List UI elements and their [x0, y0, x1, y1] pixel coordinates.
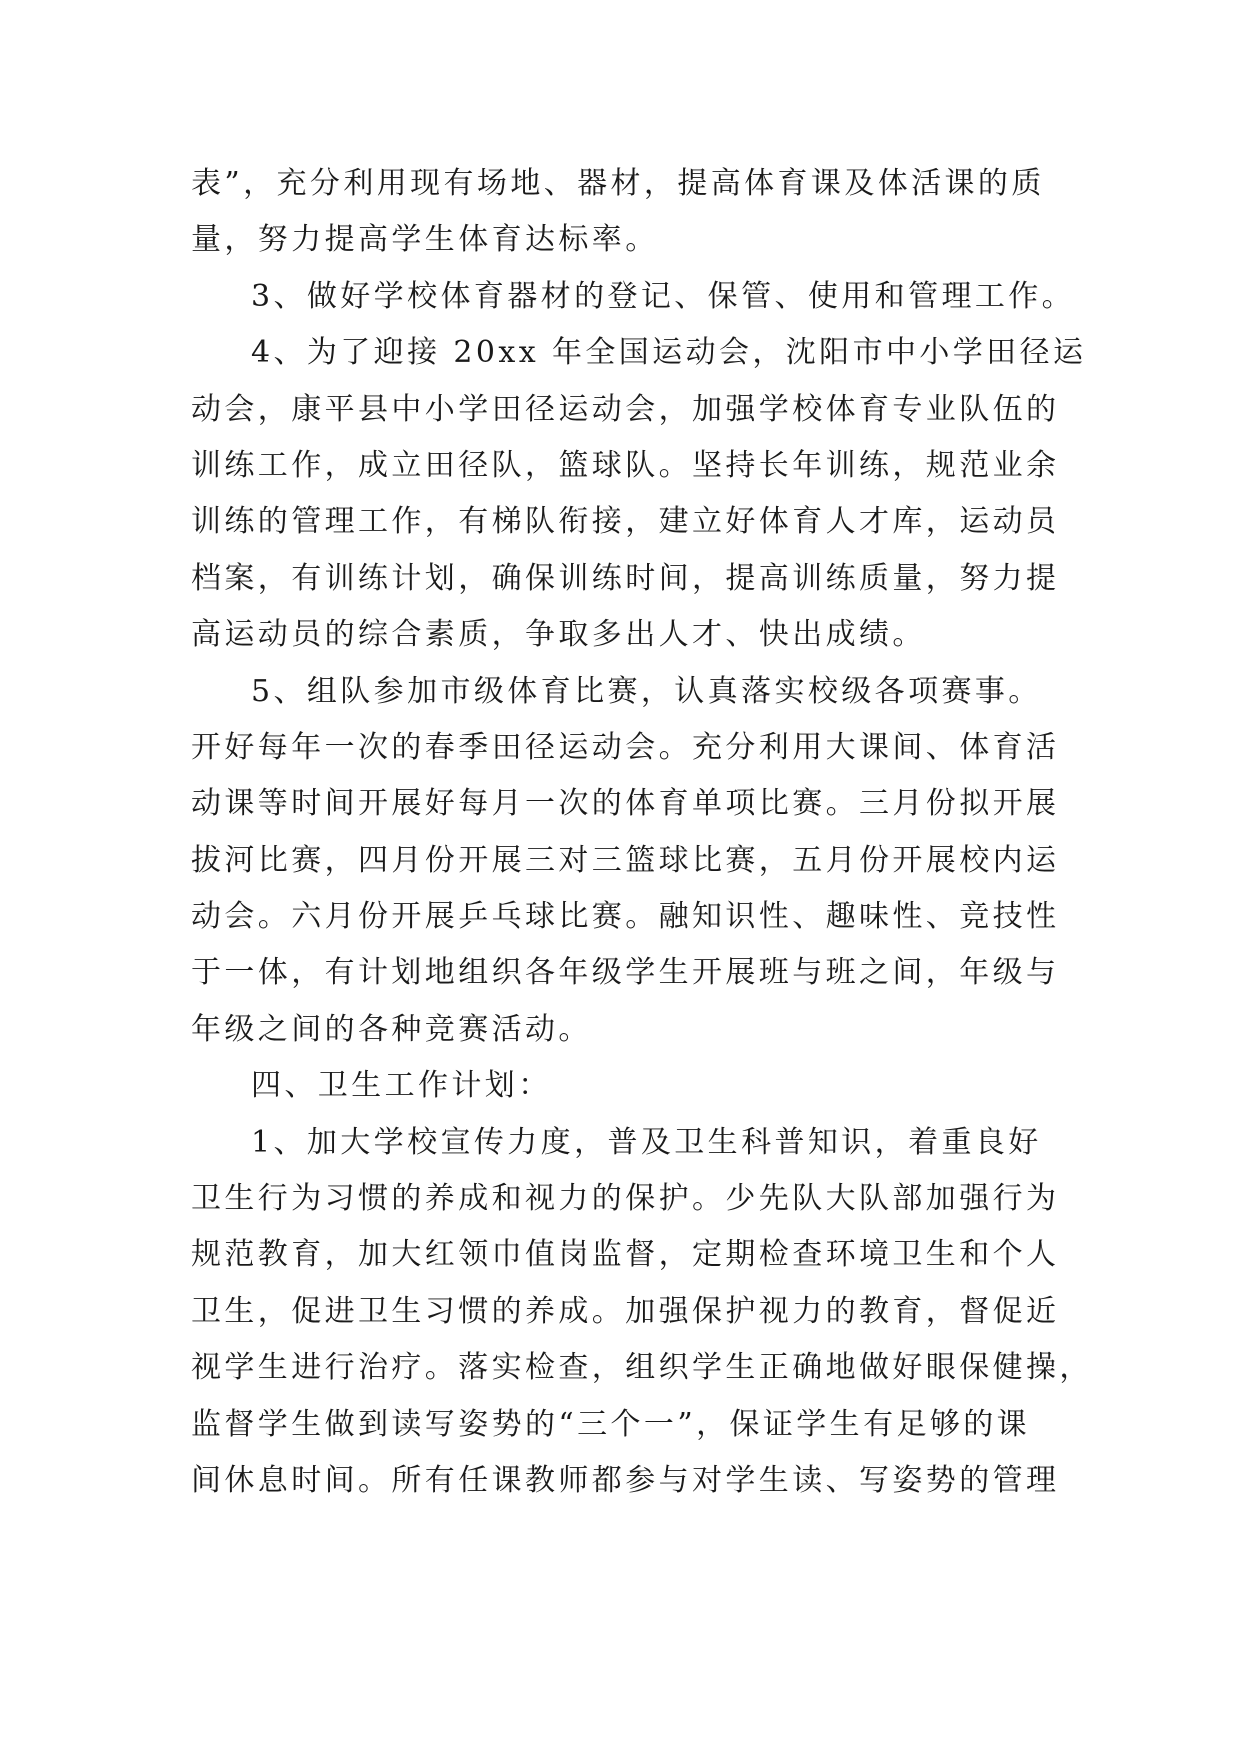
text-line: 表”，充分利用现有场地、器材，提高体育课及体活课的质 — [191, 166, 1045, 201]
text-line: 4、为了迎接 20xx 年全国运动会，沈阳市中小学田径运 — [251, 335, 1087, 371]
text-line: 于一体，有计划地组织各年级学生开展班与班之间，年级与 — [191, 955, 1060, 991]
text-line: 年级之间的各种竞赛活动。 — [191, 1011, 592, 1047]
document-body — [191, 156, 1093, 1509]
text-line: 规范教育，加大红领巾值岗监督，定期检查环境卫生和个人 — [191, 1237, 1060, 1273]
text-line: 开好每年一次的春季田径运动会。充分利用大课间、体育活 — [191, 729, 1060, 765]
text-line: 动会。六月份开展乒乓球比赛。融知识性、趣味性、竞技性 — [191, 899, 1060, 935]
text-line: 动会，康平县中小学田径运动会，加强学校体育专业队伍的 — [191, 391, 1060, 427]
text-line: 5、组队参加市级体育比赛，认真落实校级各项赛事。 — [251, 673, 1042, 709]
text-line: 拔河比赛，四月份开展三对三篮球比赛，五月份开展校内运 — [191, 842, 1060, 878]
text-line: 量，努力提高学生体育达标率。 — [191, 222, 659, 258]
text-line: 档案，有训练计划，确保训练时间，提高训练质量，努力提 — [191, 560, 1060, 596]
text-line: 高运动员的综合素质，争取多出人才、快出成绩。 — [191, 617, 926, 653]
text-line: 卫生，促进卫生习惯的养成。加强保护视力的教育，督促近 — [191, 1293, 1060, 1329]
text-line: 四、卫生工作计划： — [251, 1068, 552, 1104]
text-line: 间休息时间。所有任课教师都参与对学生读、写姿势的管理 — [191, 1462, 1060, 1498]
text-line: 视学生进行治疗。落实检查，组织学生正确地做好眼保健操， — [191, 1350, 1093, 1386]
text-line: 卫生行为习惯的养成和视力的保护。少先队大队部加强行为 — [191, 1181, 1060, 1217]
text-line: 1、加大学校宣传力度，普及卫生科普知识，着重良好 — [251, 1124, 1042, 1160]
text-line: 动课等时间开展好每月一次的体育单项比赛。三月份拟开展 — [191, 786, 1060, 822]
text-line: 3、做好学校体育器材的登记、保管、使用和管理工作。 — [251, 278, 1076, 314]
text-line: 训练的管理工作，有梯队衔接，建立好体育人才库，运动员 — [191, 504, 1060, 540]
text-line: 训练工作，成立田径队，篮球队。坚持长年训练，规范业余 — [191, 447, 1060, 483]
text-line: 监督学生做到读写姿势的“三个一”，保证学生有足够的课 — [191, 1406, 1031, 1442]
